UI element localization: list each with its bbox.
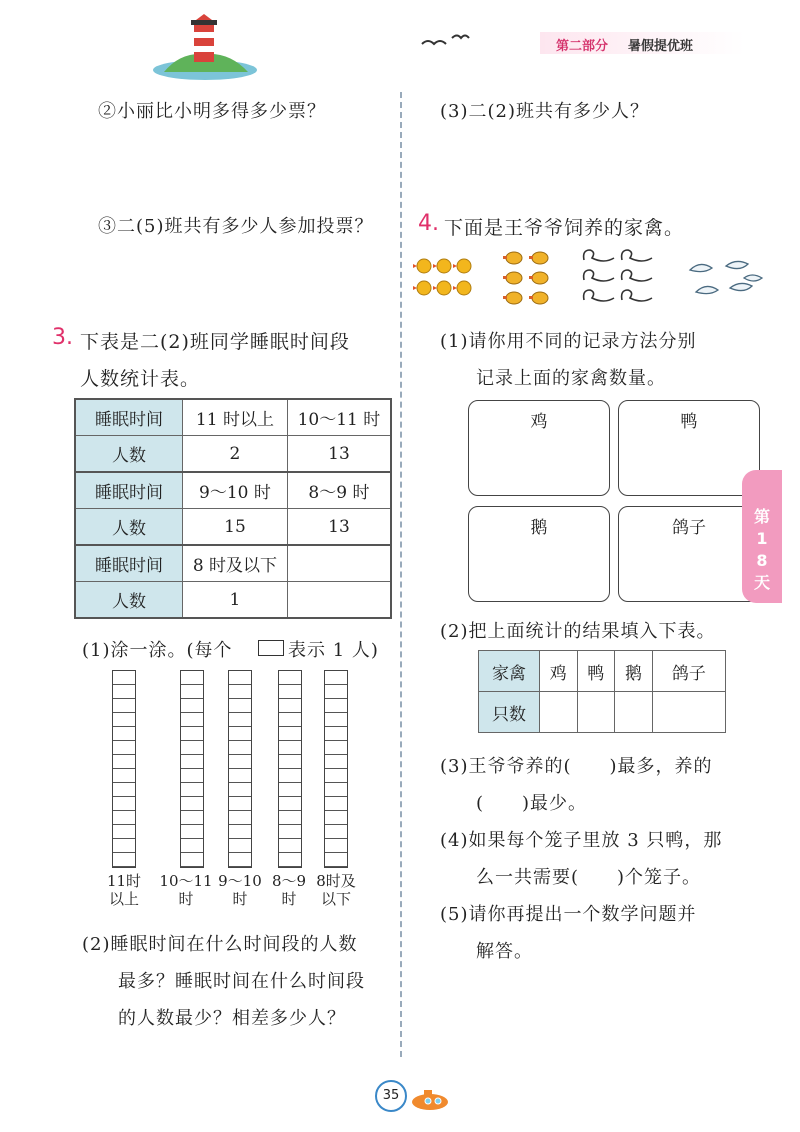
q4-sub3-line1: (3)王爷爷养的( )最多，养的 [440,756,713,777]
q2-sub3-text: ③二(5)班共有多少人参加投票？ [98,216,374,237]
sleep-table-cell: 13 [287,509,391,546]
bar-category-label-line2: 以上 [108,890,139,908]
poultry-answer-cell[interactable] [577,692,615,733]
q2-sub3-right-text: (3)二(2)班共有多少人？ [440,101,649,122]
q4-sub2-text: (2)把上面统计的结果填入下表。 [440,621,716,642]
q3-title-line2: 人数统计表。 [80,368,201,390]
poultry-table-cell: 家禽 [479,651,540,692]
record-box-pigeon[interactable] [618,506,760,602]
bar-category-label-line1: 8～9 [271,872,307,890]
poultry-table-cell: 鸭 [577,651,615,692]
q4-sub4-line2: 么一共需要( )个笼子。 [476,867,702,888]
geese-illustration [578,246,662,312]
q3-title-line1: 下表是二(2)班同学睡眠时间段 [80,331,350,353]
poultry-answer-cell[interactable] [615,692,653,733]
poultry-table [478,650,726,733]
sleep-table-cell: 人数 [75,436,183,473]
sleep-table-cell: 10～11 时 [287,399,391,436]
q4-title: 下面是王爷爷饲养的家禽。 [444,217,685,239]
q4-sub3-line2: ( )最少。 [476,793,588,814]
bar-category-label-line2: 以下 [320,890,351,908]
sleep-table [74,398,392,619]
record-box-label: 鸽子 [672,518,706,538]
bar-category-label-line1: 10～11 [159,872,213,890]
record-box-label: 鹅 [530,518,548,538]
bar-category-label-line1: 8时及 [316,872,356,890]
sleep-table-cell: 8 时及以下 [183,545,288,582]
sleep-table-cell: 9～10 时 [183,472,288,509]
record-box-goose[interactable] [468,506,610,602]
sleep-table-cell: 人数 [75,509,183,546]
poultry-table-cell: 鹅 [615,651,653,692]
sleep-table-cell: 1 [183,582,288,619]
bar-category-label [156,872,216,908]
record-box-label: 鸭 [680,412,698,432]
chicks-illustration [412,252,482,302]
page-number-badge [375,1080,407,1112]
sleep-table-cell: 13 [287,436,391,473]
page-number: 35 [382,1088,400,1103]
sleep-table-cell: 2 [183,436,288,473]
sleep-table-cell: 睡眠时间 [75,399,183,436]
poultry-table-cell: 只数 [479,692,540,733]
sleep-table-cell: 8～9 时 [287,472,391,509]
q4-sub4-line1: (4)如果每个笼子里放 3 只鸭，那 [440,830,723,851]
lighthouse-illustration [150,14,260,82]
q2-sub2-text: ②小丽比小明多得多少票？ [98,101,326,122]
sleep-table-cell: 人数 [75,582,183,619]
record-box-duck[interactable] [618,400,760,496]
bar-category-label [306,872,366,908]
seagull-icon [420,30,470,50]
q3-sub2-line1: (2)睡眠时间在什么时间段的人数 [82,934,358,955]
sleep-table-cell: 15 [183,509,288,546]
q3-number: 3. [52,325,73,350]
day-side-tab-label: 第18天 [753,507,770,592]
bar-column-4[interactable] [278,670,302,868]
poultry-table-cell: 鸡 [540,651,578,692]
poultry-table-cell: 鸽子 [652,651,725,692]
bar-category-label [94,872,154,908]
ducks-illustration [500,248,560,310]
sleep-table-cell [287,545,391,582]
q3-sub2-line2: 最多？睡眠时间在什么时间段 [118,971,365,992]
poultry-answer-cell[interactable] [652,692,725,733]
sleep-table-cell: 11 时以上 [183,399,288,436]
pigeons-illustration [686,256,766,302]
sleep-table-cell: 睡眠时间 [75,545,183,582]
header-section: 第二部分 [556,39,609,54]
bar-category-label-line1: 9～10 [218,872,262,890]
q3-sub1-post: 表示 1 人) [288,640,379,661]
bar-category-label-line2: 时 [232,890,248,908]
poultry-answer-cell[interactable] [540,692,578,733]
bar-column-3[interactable] [228,670,252,868]
day-side-tab [742,470,782,603]
q4-number: 4. [418,211,439,236]
q4-sub5-line1: (5)请你再提出一个数学问题并 [440,904,697,925]
cell-legend-square [258,640,284,656]
bar-column-2[interactable] [180,670,204,868]
q4-sub1-line2: 记录上面的家禽数量。 [476,368,666,389]
bar-category-label-line2: 时 [178,890,194,908]
q4-sub1-line1: (1)请你用不同的记录方法分别 [440,331,697,352]
q3-sub1-pre: (1)涂一涂。(每个 [82,640,233,661]
q3-sub2-line3: 的人数最少？相差多少人？ [118,1008,346,1029]
record-box-chicken[interactable] [468,400,610,496]
q4-sub5-line2: 解答。 [476,941,533,962]
sleep-table-cell: 睡眠时间 [75,472,183,509]
bar-category-label-line2: 时 [281,890,297,908]
bar-column-5[interactable] [324,670,348,868]
bar-category-label-line1: 11时 [106,872,142,890]
header-brand: 暑假提优班 [628,39,694,54]
record-box-label: 鸡 [530,412,548,432]
sleep-table-cell [287,582,391,619]
column-divider [400,92,402,1057]
bar-column-1[interactable] [112,670,136,868]
submarine-icon [408,1086,452,1112]
